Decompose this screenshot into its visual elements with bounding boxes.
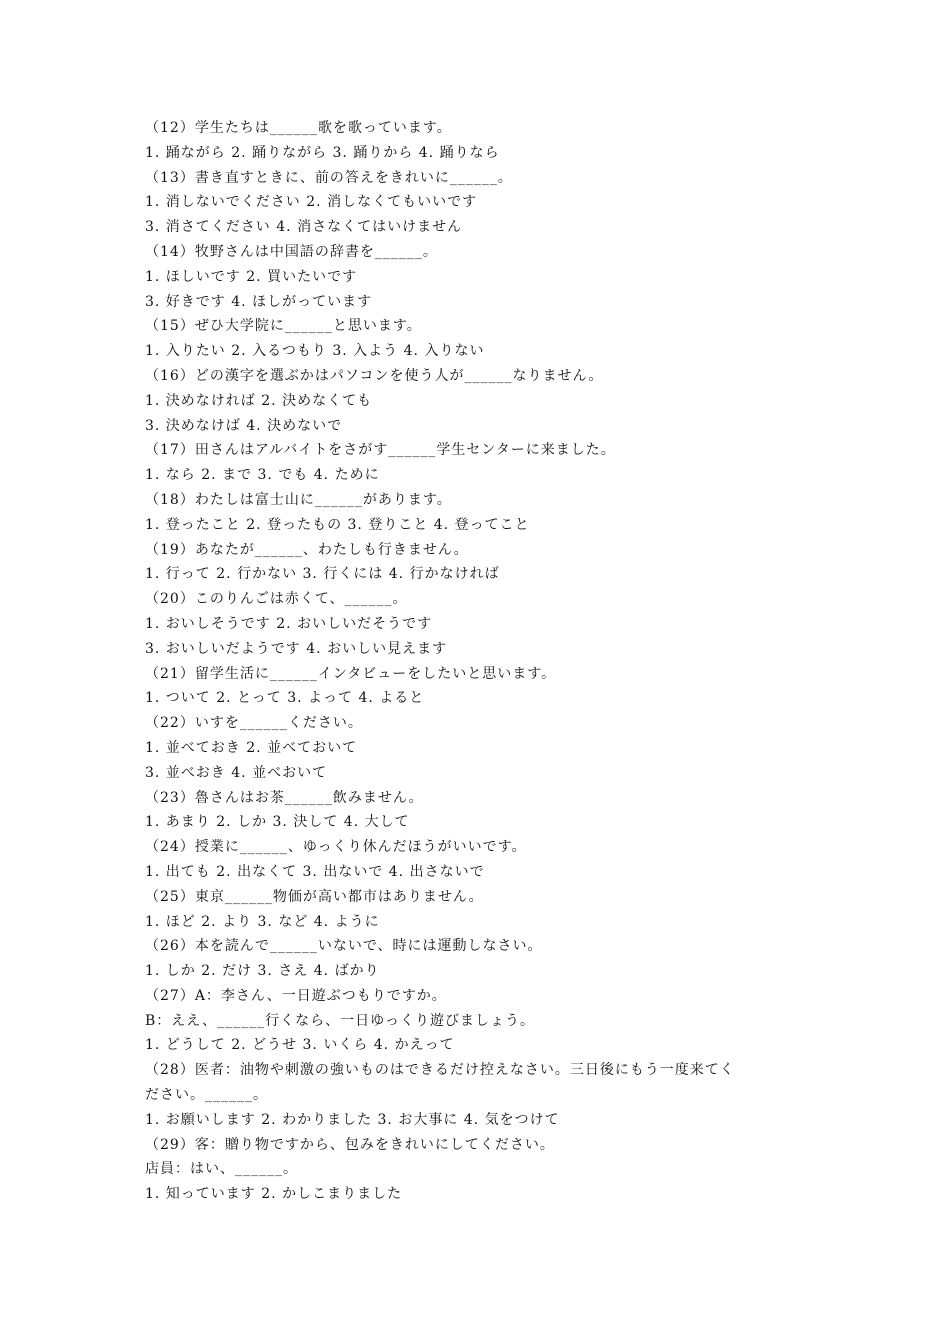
options-20-a: 1. おいしそうです 2. おいしいだそうです (145, 615, 433, 632)
options-15: 1. 入りたい 2. 入るつもり 3. 入よう 4. 入りない (145, 343, 485, 360)
question-24: （24）授業に______、ゆっくり休んだほうがいいです。 (145, 839, 527, 856)
question-23: （23）魯さんはお茶______飲みません。 (145, 789, 424, 806)
question-27-a: （27）A：李さん、一日遊ぶつもりですか。 (145, 987, 447, 1004)
options-17: 1. なら 2. まで 3. でも 4. ために (145, 467, 380, 484)
options-18: 1. 登ったこと 2. 登ったもの 3. 登りこと 4. 登ってこと (145, 516, 530, 533)
question-29-a: （29）客：贈り物ですから、包みをきれいにしてください。 (145, 1136, 555, 1153)
options-13-a: 1. 消しないでください 2. 消しなくてもいいです (145, 194, 478, 211)
question-16: （16）どの漢字を選ぶかはパソコンを使う人が______なりません。 (145, 367, 604, 384)
options-22-a: 1. 並べておき 2. 並べておいて (145, 739, 358, 756)
question-28-b: ださい。______。 (145, 1087, 268, 1104)
question-13: （13）書き直すときに、前の答えをきれいに______。 (145, 169, 513, 186)
options-25: 1. ほど 2. より 3. など 4. ように (145, 913, 380, 930)
question-26: （26）本を読んで______いないで、時には運動しなさい。 (145, 938, 543, 955)
options-22-b: 3. 並べおき 4. 並べおいて (145, 764, 328, 781)
question-29-b: 店員：はい、______。 (145, 1161, 298, 1178)
question-18: （18）わたしは富士山に______があります。 (145, 491, 452, 508)
options-14-a: 1. ほしいです 2. 買いたいです (145, 268, 358, 285)
options-16-a: 1. 決めなければ 2. 決めなくても (145, 392, 373, 409)
options-26: 1. しか 2. だけ 3. さえ 4. ばかり (145, 963, 380, 980)
options-23: 1. あまり 2. しか 3. 決して 4. 大して (145, 814, 410, 831)
question-17: （17）田さんはアルバイトをさがす______学生センターに来ました。 (145, 442, 616, 459)
options-29: 1. 知っています 2. かしこまりました (145, 1186, 403, 1203)
options-27: 1. どうして 2. どうせ 3. いくら 4. かえって (145, 1037, 455, 1054)
options-13-b: 3. 消さてください 4. 消さなくてはいけません (145, 219, 463, 236)
question-19: （19）あなたが______、わたしも行きません。 (145, 541, 469, 558)
options-28: 1. お願いします 2. わかりました 3. お大事に 4. 気をつけて (145, 1111, 560, 1128)
question-12: （12）学生たちは______歌を歌っています。 (145, 120, 452, 136)
question-21: （21）留学生活に______インタビューをしたいと思います。 (145, 665, 557, 682)
question-22: （22）いすを______ください。 (145, 715, 363, 732)
question-14: （14）牧野さんは中国語の辞書を______。 (145, 243, 438, 260)
options-14-b: 3. 好きです 4. ほしがっています (145, 293, 373, 310)
options-21: 1. ついて 2. とって 3. よって 4. よると (145, 690, 425, 707)
options-19: 1. 行って 2. 行かない 3. 行くには 4. 行かなければ (145, 566, 500, 583)
question-27-b: B：ええ、______行くなら、一日ゆっくり遊びましょう。 (145, 1012, 535, 1029)
options-16-b: 3. 決めなけば 4. 決めないで (145, 417, 343, 434)
question-28-a: （28）医者：油物や刺激の強いものはできるだけ控えなさい。三日後にもう一度来てく (145, 1062, 735, 1079)
question-25: （25）東京______物価が高い都市はありません。 (145, 888, 484, 905)
question-20: （20）このりんごは赤くて、______。 (145, 591, 408, 608)
question-15: （15）ぜひ大学院に______と思います。 (145, 318, 422, 335)
question-list (145, 116, 815, 1207)
options-24: 1. 出ても 2. 出なくて 3. 出ないで 4. 出さないで (145, 863, 485, 880)
options-20-b: 3. おいしいだようです 4. おいしい見えます (145, 640, 448, 657)
options-12: 1. 踊ながら 2. 踊りながら 3. 踊りから 4. 踊りなら (145, 144, 500, 161)
